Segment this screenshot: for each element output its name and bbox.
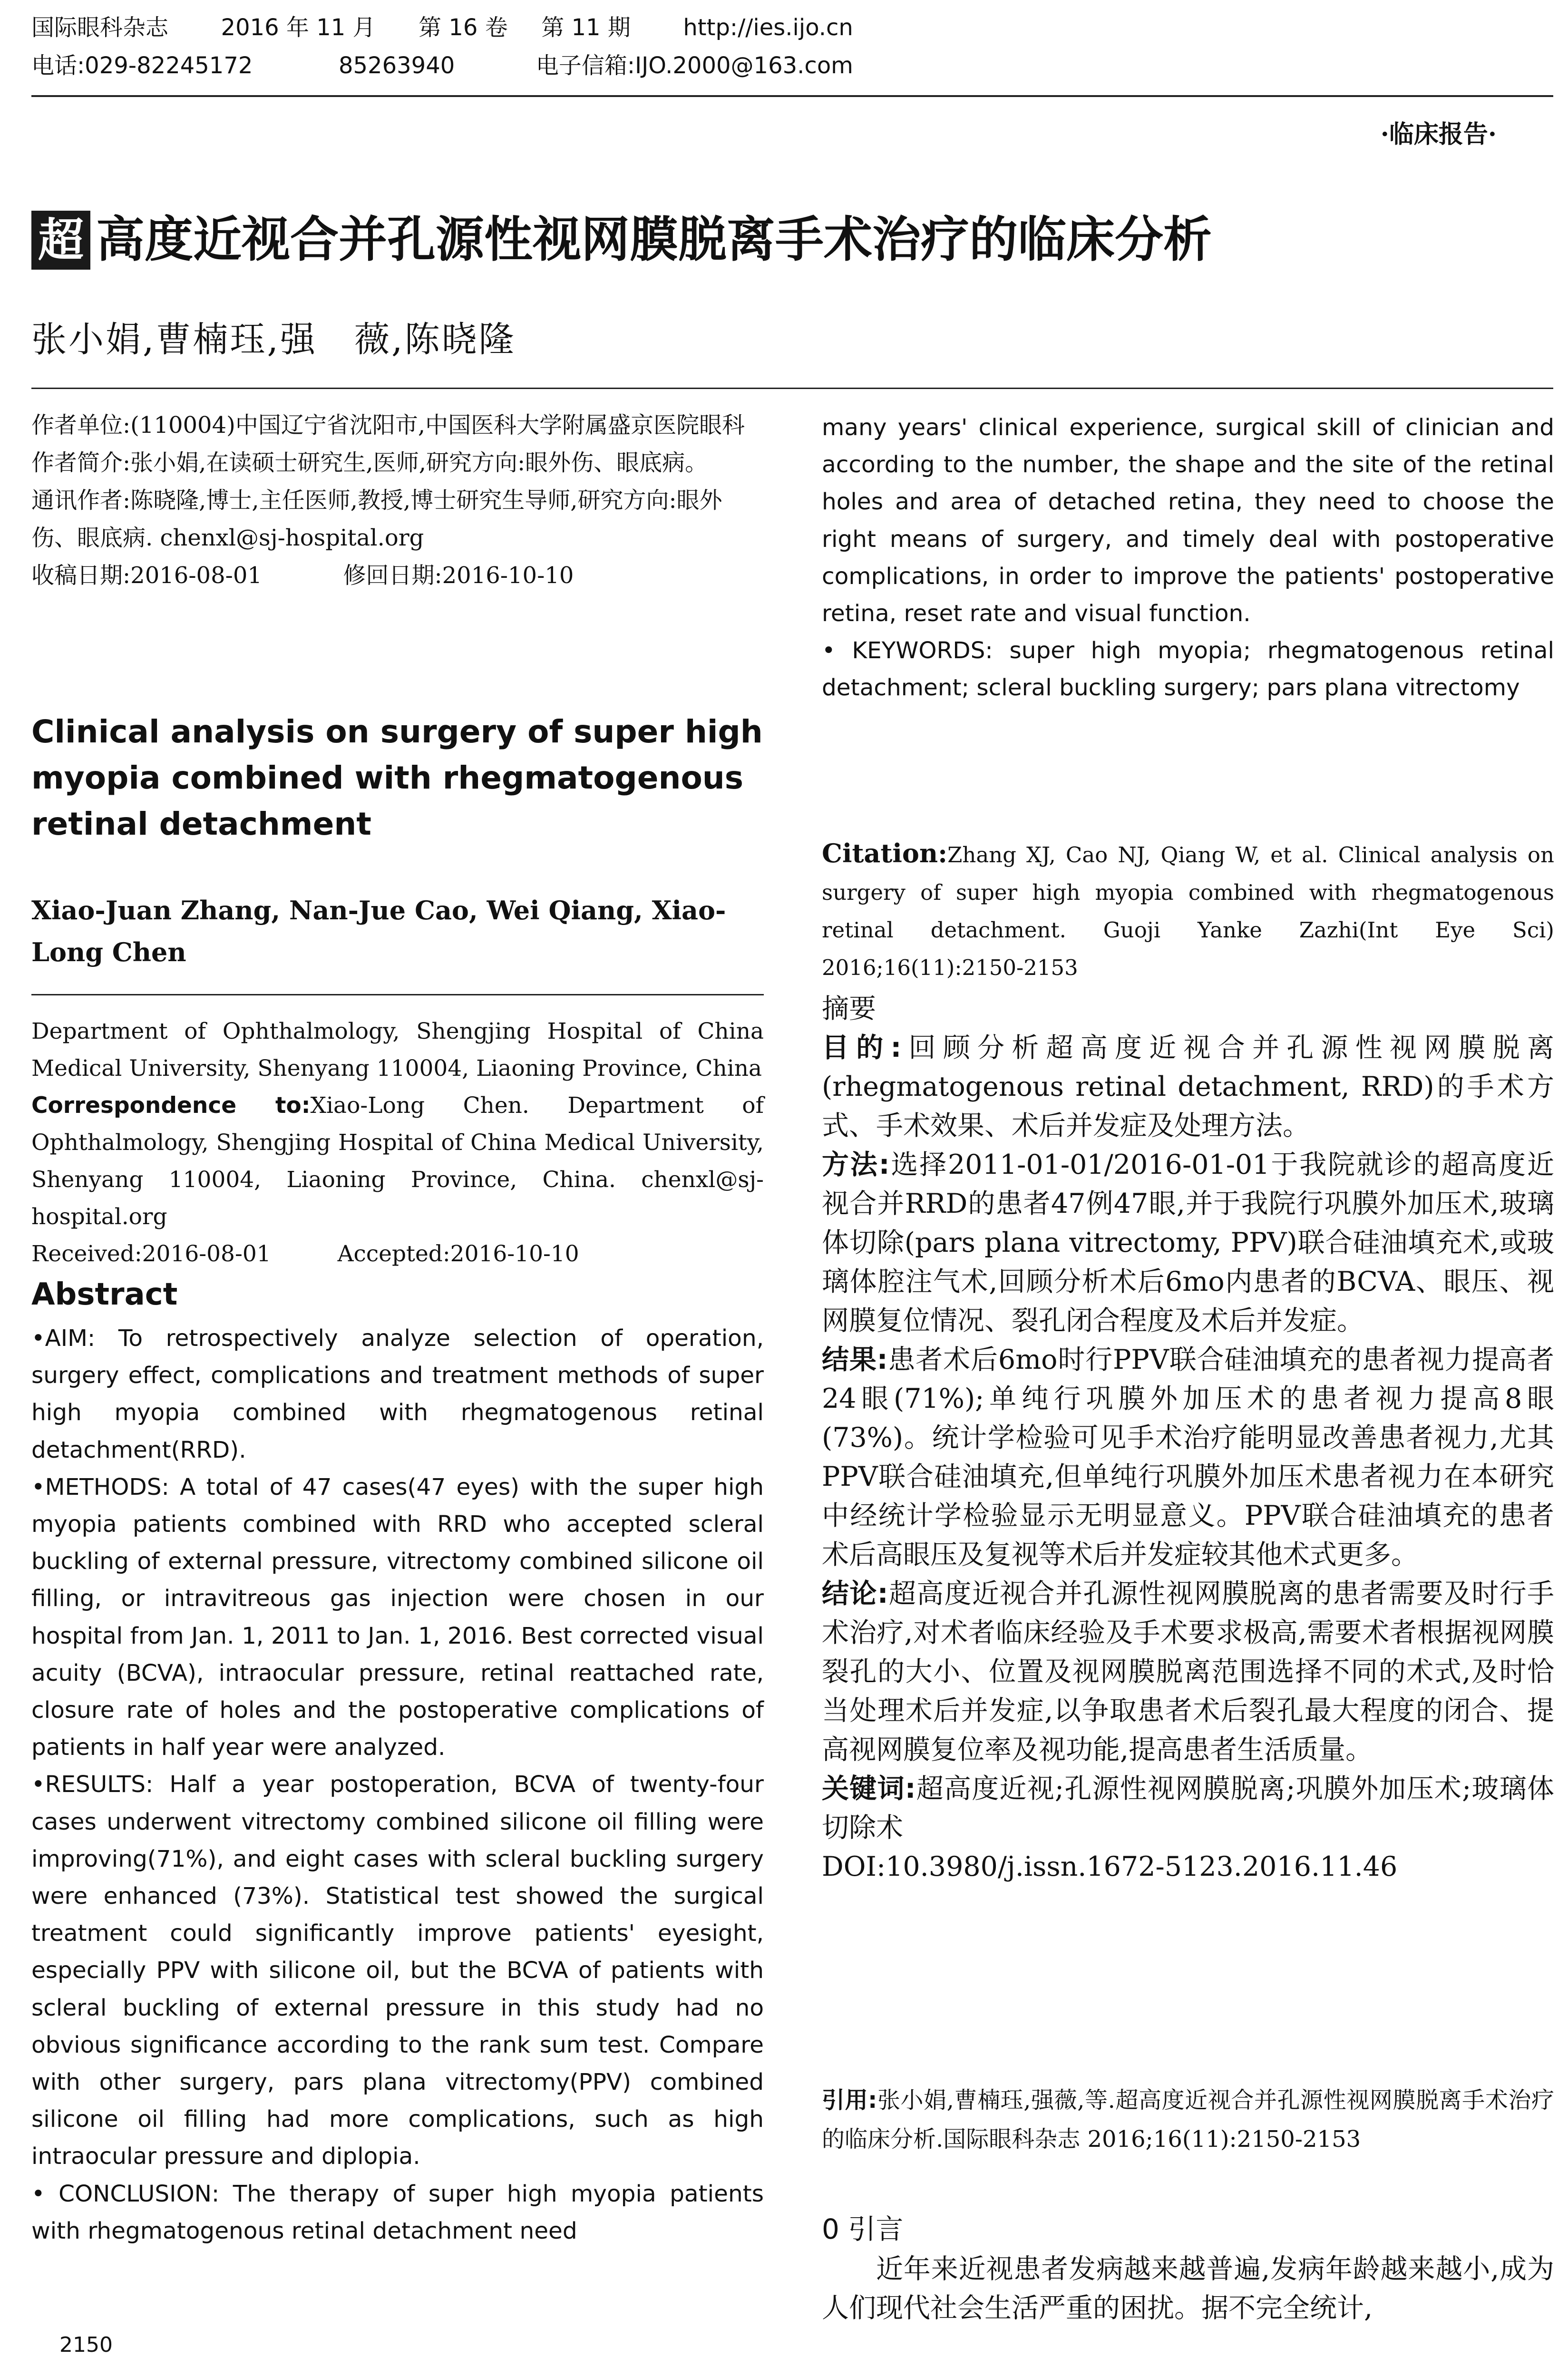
keywords-label: 关键词: xyxy=(822,1773,916,1804)
abstract-cn-methods xyxy=(822,1145,1554,1340)
abstract-cn-results xyxy=(822,1340,1554,1574)
abstract-keywords: • KEYWORDS: super high myopia; rhegmatogenous retinal detachment; scleral buckling surgery; pars plana vitrectomy xyxy=(822,637,1554,701)
journal-name: 国际眼科杂志 xyxy=(31,14,169,41)
english-affiliation-block xyxy=(31,1013,764,1273)
methods-text: 选择2011-01-01/2016-01-01于我院就诊的超高度近视合并RRD的患者47例47眼,并于我院行巩膜外加压术,玻璃体切除(pars plana vitrectomy, PPV)联合硅油填充术,或玻璃体腔注气术,回顾分析术后6mo内患者的BCVA、眼压、视网膜复位情况、裂孔闭合程度及术后并发症。 xyxy=(822,1149,1554,1336)
correspondence-label: Correspondence to: xyxy=(31,1092,311,1119)
citation-text: Zhang XJ, Cao NJ, Qiang W, et al. Clinical analysis on surgery of super high myopia combined with rhegmatogenous retinal detachment. Guoji Yanke Zazhi(Int Eye Sci) 2016;16(11):2150-2153 xyxy=(822,842,1554,980)
aim-text: 回顾分析超高度近视合并孔源性视网膜脱离(rhegmatogenous retinal detachment, RRD)的手术方式、手术效果、术后并发症及处理方法。 xyxy=(822,1032,1555,1141)
received-cn: 收稿日期:2016-08-01 xyxy=(31,562,262,589)
authors-rule xyxy=(31,388,1553,389)
citation-label: Citation: xyxy=(822,838,948,868)
conclusion-label: 结论: xyxy=(822,1578,888,1609)
abstract-left xyxy=(31,1320,764,2250)
intro-heading: 0 引言 xyxy=(822,2213,904,2245)
bio-cn: 作者简介:张小娟,在读硕士研究生,医师,研究方向:眼外伤、眼底病。 xyxy=(31,449,708,476)
abstract-results: •RESULTS: Half a year postoperation, BCVA of twenty-four cases underwent vitrectomy combined silicone oil filling were improving(71%), and eight cases with scleral buckling surgery were enhanced (73%). Statistical test showed the surgical treatment could significantly improve patients' eyesight, especially PPV with silicone oil, but the BCVA of patients with scleral buckling of external pressure in this study had no obvious significance according to the rank sum test. Compare with other surgery, pars plana vitrectomy(PPV) combined silicone oil filling had more complications, such as high intraocular pressure and diplopia. xyxy=(31,1771,764,2170)
results-text: 患者术后6mo时行PPV联合硅油填充的患者视力提高者24眼(71%);单纯行巩膜外加压术的患者视力提高8眼(73%)。统计学检验可见手术治疗能明显改善患者视力,尤其PPV联合硅油填充,但单纯行巩膜外加压术患者视力在本研究中经统计学检验显示无明显意义。PPV联合硅油填充的患者术后高眼压及复视等术后并发症较其他术式更多。 xyxy=(822,1344,1555,1570)
accepted-en: Accepted:2016-10-10 xyxy=(337,1241,579,1267)
journal-header xyxy=(31,9,1553,47)
phone: 电话:029-82245172 xyxy=(31,52,253,79)
abstract-methods: •METHODS: A total of 47 cases(47 eyes) with the super high myopia patients combined with RRD who accepted scleral buckling of external pressure, vitrectomy combined silicone oil filling, or intravitreous gas injection were chosen in our hospital from Jan. 1, 2011 to Jan. 1, 2016. Best corrected visual acuity (BCVA), intraocular pressure, retinal reattached rate, closure rate of holes and the postoperative complications of patients in half year were analyzed. xyxy=(31,1473,764,1761)
revised-cn: 修回日期:2016-10-10 xyxy=(343,562,574,589)
abstract-conclusion-cont: many years' clinical experience, surgical skill of clinician and according to the number, the shape and the site of the retinal holes and area of detached retina, they need to choose the right means of surgery, and timely deal with postoperative complications, in order to improve the patients' postoperative retina, reset rate and visual function. xyxy=(822,414,1554,627)
abstract-cn-heading: 摘要 xyxy=(822,993,876,1024)
section-tag: ·临床报告· xyxy=(1380,120,1497,149)
super-badge-icon: 超 xyxy=(31,211,90,270)
volume: 第 16 卷 xyxy=(419,14,508,41)
keywords-text: 超高度近视;孔源性视网膜脱离;巩膜外加压术;玻璃体切除术 xyxy=(822,1773,1554,1843)
abstract-cn xyxy=(822,989,1554,1886)
correspondence-en xyxy=(31,1087,764,1236)
citation-en xyxy=(822,835,1554,986)
aim-label: 目的: xyxy=(822,1032,902,1063)
journal-contact xyxy=(31,47,1553,85)
intro-text: 近年来近视患者发病越来越普遍,发病年龄越来越小,成为人们现代社会生活严重的困扰。据不完全统计, xyxy=(822,2253,1554,2324)
results-label: 结果: xyxy=(822,1344,888,1375)
author-info-cn xyxy=(31,407,764,594)
journal-website: http://ies.ijo.cn xyxy=(683,14,853,41)
citation-cn xyxy=(822,2081,1554,2159)
cn-citation-label: 引用: xyxy=(822,2087,877,2114)
english-authors: Xiao-Juan Zhang, Nan-Jue Cao, Wei Qiang, Xiao-Long Chen xyxy=(31,895,726,967)
authors-cn: 张小娟,曹楠珏,强 薇,陈晓隆 xyxy=(31,319,516,360)
english-affiliation: Department of Ophthalmology, Shengjing Hospital of China Medical University, Shenyang 110004, Liaoning Province, China xyxy=(31,1018,764,1081)
abstract-cn-conclusion xyxy=(822,1574,1554,1769)
english-title: Clinical analysis on surgery of super high myopia combined with rhegmatogenous retinal detachment xyxy=(31,713,763,842)
conclusion-text: 超高度近视合并孔源性视网膜脱离的患者需要及时行手术治疗,对术者临床经验及手术要求极高,需要术者根据视网膜裂孔的大小、位置及视网膜脱离范围选择不同的术式,及时恰当处理术后并发症,以争取患者术后裂孔最大程度的闭合、提高视网膜复位率及视功能,提高患者生活质量。 xyxy=(822,1578,1555,1765)
issue-number: 第 11 期 xyxy=(541,14,631,41)
cn-citation-text: 张小娟,曹楠珏,强薇,等.超高度近视合并孔源性视网膜脱离手术治疗的临床分析.国际眼科杂志 2016;16(11):2150-2153 xyxy=(822,2087,1554,2153)
page-number: 2150 xyxy=(59,2333,113,2357)
title-text: 高度近视合并孔源性视网膜脱离手术治疗的临床分析 xyxy=(96,212,1212,268)
email: 电子信箱:IJO.2000@163.com xyxy=(536,52,853,79)
abstract-conclusion-start: • CONCLUSION: The therapy of super high myopia patients with rhegmatogenous retinal detachment need xyxy=(31,2180,764,2244)
dates-cn xyxy=(31,557,764,594)
doi: DOI:10.3980/j.issn.1672-5123.2016.11.46 xyxy=(822,1851,1398,1882)
abstract-aim: •AIM: To retrospectively analyze selection of operation, surgery effect, complications and treatment methods of super high myopia combined with rhegmatogenous retinal detachment(RRD). xyxy=(31,1325,764,1463)
affiliation-cn: 作者单位:(110004)中国辽宁省沈阳市,中国医科大学附属盛京医院眼科 xyxy=(31,412,745,438)
en-authors-rule xyxy=(31,994,764,995)
abstract-right xyxy=(822,409,1554,707)
methods-label: 方法: xyxy=(822,1149,890,1180)
phone-2: 85263940 xyxy=(338,52,455,79)
correspondence-cn: 通讯作者:陈晓隆,博士,主任医师,教授,博士研究生导师,研究方向:眼外伤、眼底病. chenxl@sj-hospital.org xyxy=(31,487,722,551)
correspondence-text: Xiao-Long Chen. Department of Ophthalmology, Shengjing Hospital of China Medical University, Shenyang 110004, Liaoning Province, China. chenxl@sj-hospital.org xyxy=(31,1092,764,1230)
dates-en xyxy=(31,1236,764,1273)
issue-date: 2016 年 11 月 xyxy=(221,14,376,41)
received-en: Received:2016-08-01 xyxy=(31,1241,271,1267)
abstract-cn-keywords xyxy=(822,1769,1554,1847)
header-rule xyxy=(31,95,1553,97)
abstract-heading: Abstract xyxy=(31,1277,178,1312)
abstract-cn-aim xyxy=(822,1028,1554,1145)
article-title xyxy=(31,207,1212,273)
